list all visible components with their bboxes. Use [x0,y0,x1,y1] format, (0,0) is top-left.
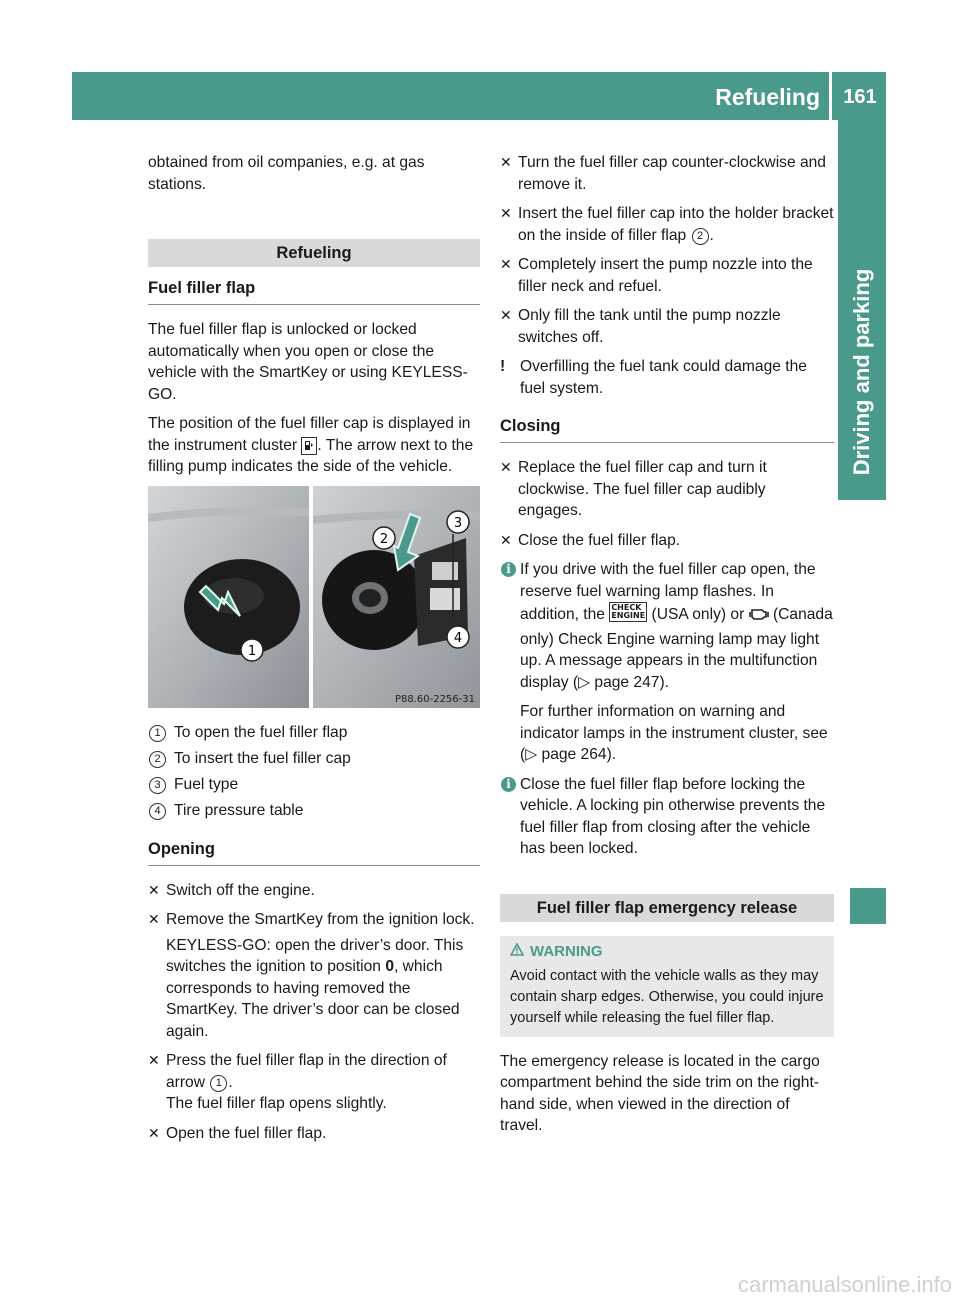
legend-item: 1 To open the fuel filler flap [148,722,480,744]
callout-1: 1 [247,643,257,659]
header-divider [829,72,832,120]
step-item: ✕ Only fill the tank until the pump nozzle switches off. [500,307,781,346]
step-item: ✕ Close the fuel filler flap. [500,530,834,552]
page-number: 161 [843,86,877,108]
check-engine-icon: CHECK ENGINE [611,603,646,620]
section-heading-refueling: Refueling [148,239,480,267]
page-reference-icon: ▷ [578,673,595,691]
page-title: Refueling [715,84,820,110]
paragraph-flap-lock: The fuel filler flap is unlocked or locked automatically when you open or close the vehicle with the SmartKey or using KEYLESS-GO. [148,321,468,403]
step-item: ✕ Switch off the engine. [148,880,480,902]
left-column [148,152,480,1152]
step-marker-icon: ✕ [148,911,160,927]
info-note: i If you drive with the fuel filler cap open, the reserve fuel warning lamp flashes. In addition, the CHECK ENGINE (USA only) or (Canada only) Check Engine warning lamp may light up. A message appears in the multifunction display (▷ page 247). For further information on warning and indicator lamps in the instrument cluster, see (▷ page 264). [500,559,834,766]
step-item: ✕ Completely insert the pump nozzle into the filler neck and refuel. [500,256,813,295]
step-item: ✕ Remove the SmartKey from the ignition lock. KEYLESS-GO: open the driver’s door. This switches the ignition to position 0, which corresponds to having removed the SmartKey. The driver’s door can be closed again. [148,911,475,1040]
section-heading-emergency-release: Fuel filler flap emergency release [500,894,834,922]
info-icon: i [501,777,516,792]
step-marker-icon: ✕ [500,205,512,221]
callout-4: 4 [453,630,463,646]
step-item: ✕ Replace the fuel filler cap and turn it clockwise. The fuel filler cap audibly engages. [500,459,767,519]
legend-item: 4 Tire pressure table [148,800,480,822]
engine-icon [749,606,769,629]
subheading-opening: Opening [148,838,480,866]
step-marker-icon: ✕ [500,531,512,548]
subheading-closing: Closing [500,415,834,443]
subheading-fuel-filler-flap: Fuel filler flap [148,277,480,305]
warning-box [500,936,834,1037]
caution-icon: ! [500,358,506,375]
intro-text: obtained from oil companies, e.g. at gas stations. [148,154,425,193]
side-tab-label: Driving and parking [849,268,874,476]
warning-heading: WARNING [510,942,824,962]
footer-watermark: carmanualsonline.info [737,1272,952,1297]
side-marker [850,888,886,924]
step-marker-icon: ✕ [500,256,512,272]
warning-text: Avoid contact with the vehicle walls as they may contain sharp edges. Otherwise, you could injure yourself while releasing the fuel filler flap. [510,967,824,1026]
fuel-pump-icon [301,437,317,455]
step-marker-icon: ✕ [148,1124,160,1141]
right-column [500,152,834,1145]
info-icon: i [501,562,516,577]
step-marker-icon: ✕ [500,459,512,475]
callout-2: 2 [379,531,389,547]
step-marker-icon: ✕ [500,307,512,323]
caution-note: ! Overfilling the fuel tank could damage the fuel system. [500,358,807,397]
step-marker-icon: ✕ [148,881,160,898]
warning-triangle-icon [510,942,524,962]
step-item: ✕ Press the fuel filler flap in the direction of arrow 1 . The fuel filler flap opens slightly. [148,1052,447,1112]
legend-item: 3 Fuel type [148,774,480,796]
info-note: i Close the fuel filler flap before locking the vehicle. A locking pin otherwise prevents the fuel filler flap from closing after the vehicle has been locked. [500,774,834,860]
step-item: ✕ Turn the fuel filler cap counter-clockwise and remove it. [500,154,826,193]
illustration-legend [148,722,480,822]
page-reference-icon: ▷ [525,746,542,763]
step-marker-icon: ✕ [148,1052,160,1068]
step-item: ✕ Open the fuel filler flap. [148,1123,480,1145]
header-bar [72,72,886,120]
callout-3: 3 [453,515,463,531]
image-code: P88.60-2256-31 [394,693,475,705]
paragraph-cap-position: The position of the fuel filler cap is displayed in the instrument cluster . The arrow next to the filling pump indicates the side of the vehicle. [148,415,474,475]
legend-item: 2 To insert the fuel filler cap [148,748,480,770]
step-item: ✕ Insert the fuel filler cap into the holder bracket on the inside of filler flap 2 . [500,205,834,244]
step-marker-icon: ✕ [500,154,512,170]
paragraph-emergency-location: The emergency release is located in the cargo compartment behind the side trim on the right-hand side, when viewed in the direction of travel. [500,1052,820,1134]
fuel-flap-illustration [148,486,480,708]
